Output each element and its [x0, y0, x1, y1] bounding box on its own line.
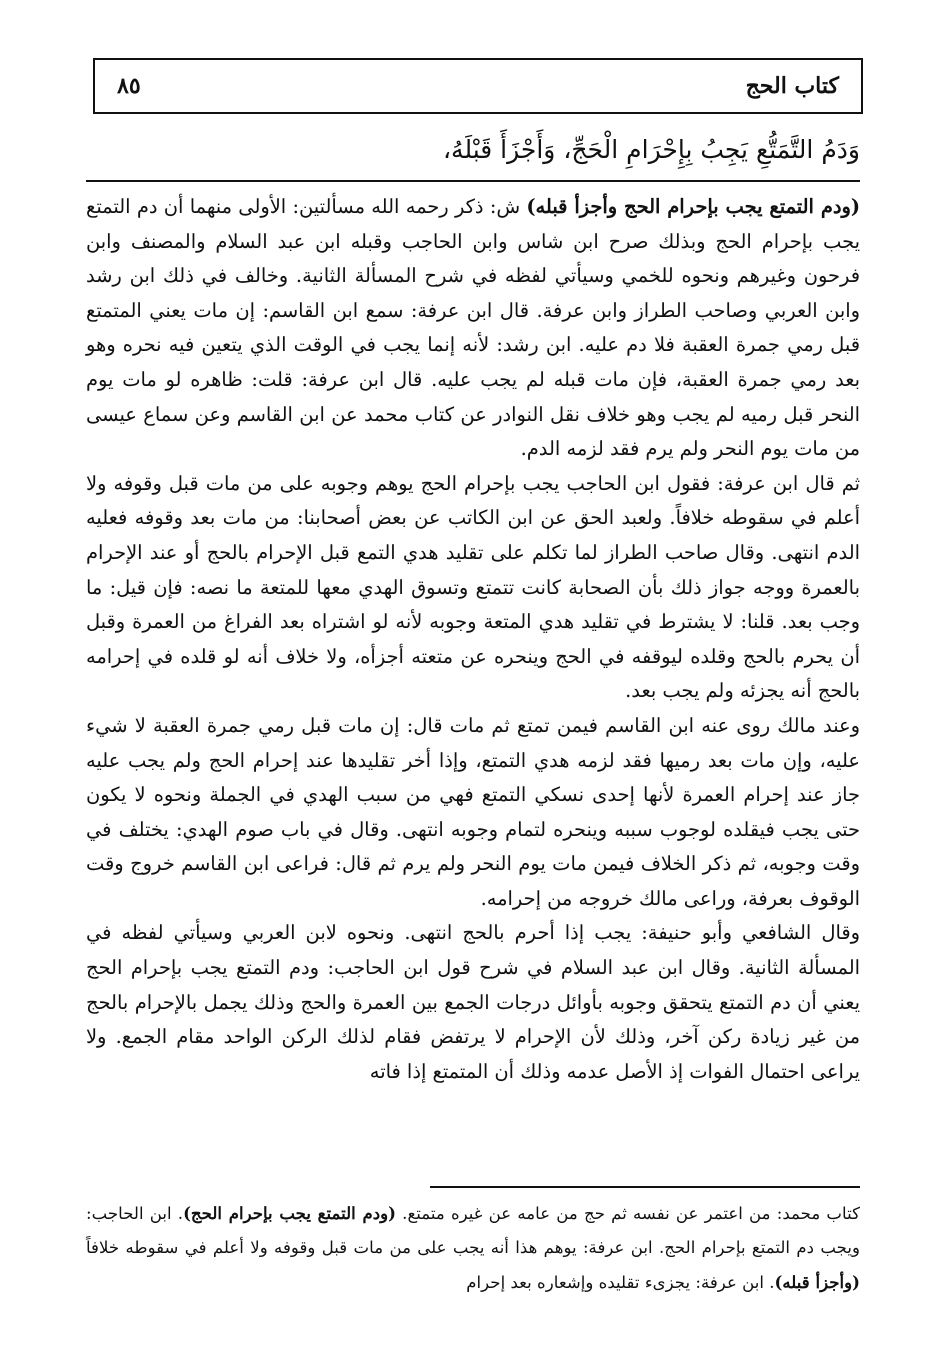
footnote-quote: (وأجزأ قبله) [774, 1272, 860, 1292]
page-number: ٨٥ [117, 73, 141, 99]
running-header [93, 58, 863, 114]
commentary-span: ش: ذكر رحمه الله مسألتين: الأولى منهما أن دم التمتع يجب بإحرام الحج وبذلك صرح ابن شاس وابن الحاجب وقبله ابن عبد السلام والمصنف وابن فرحون وغيرهم ونحوه للخمي وسيأتي لفظه في شرح المسألة الثانية. وخالف في ذلك ابن رشد وابن العربي وصاحب الطراز وابن عرفة. قال ابن عرفة: سمع ابن القاسم: إن مات يعني المتمتع قبل رمي جمرة العقبة فلا دم عليه. ابن رشد: لأنه إنما يجب في الوقت الذي يتعين فيه نحره وهو بعد رمي جمرة العقبة، فإن مات قبله لم يجب عليه. قال ابن عرفة: قلت: ظاهره لو مات يوم النحر قبل رميه لم يجب وهو خلاف نقل النوادر عن كتاب محمد عن ابن القاسم وعن سماع عيسى من مات يوم النحر ولم يرم فقد لزمه الدم. [86, 195, 860, 461]
footnote-separator [430, 1186, 860, 1188]
footnote-quote: (ودم التمتع يجب بإحرام الحج) [183, 1203, 396, 1223]
chapter-title: كتاب الحج [745, 73, 839, 99]
footnote-span: . ابن الحاجب: ويجب دم التمتع بإحرام الحج. ابن عرفة: يوهم هذا أنه يجب على من مات قبل وقوفه ولا أعلم في سقوطه خلافاً [86, 1204, 860, 1257]
commentary-text [86, 190, 860, 1089]
commentary-paragraph: وقال الشافعي وأبو حنيفة: يجب إذا أحرم بالحج انتهى. ونحوه لابن العربي وسيأتي لفظه في المسألة الثانية. وقال ابن عبد السلام في شرح قول ابن الحاجب: ودم التمتع يجب بإحرام الحج يعني أن دم التمتع يتحقق وجوبه بأوائل درجات الجمع بين العمرة والحج وذلك يجمل بالإحرام بالحج من غير زيادة ركن آخر، وذلك لأن الإحرام لا يرتفض فقام لذلك الركن الواحد مقام الجمع. ولا يراعى احتمال الفوات إذ الأصل عدمه وذلك أن المتمتع إذا فاته [86, 921, 860, 1083]
commentary-paragraph: ثم قال ابن عرفة: فقول ابن الحاجب يجب بإحرام الحج يوهم وجوبه على من مات قبل وقوفه ولا أعلم في سقوطه خلافاً. ولعبد الحق عن ابن الكاتب عن بعض أصحابنا: من مات بعد وقوفه فعليه الدم انتهى. وقال صاحب الطراز لما تكلم على تقليد هدي التمع قبل الإحرام بالحج أو عند الإحرام بالعمرة ووجه جواز ذلك بأن الصحابة كانت تتمتع وتسوق الهدي معها للمتعة ما نصه: فإن قيل: ما وجب بعد. قلنا: لا يشترط في تقليد هدي المتعة وجوبه لأنه لو اشتراه بعد الفراغ من العمرة وقبل أن يحرم بالحج وقلده ليوقفه في الحج وينحره عن متعته أجزأه، ولا خلاف أنه لو قلده في إحرامه بالحج أنه يجزئه ولم يجب بعد. [86, 471, 860, 703]
footnote-span: كتاب محمد: من اعتمر عن نفسه ثم حج من عامه عن غيره متمتع. [395, 1204, 860, 1223]
footnote-span: . ابن عرفة: يجزىء تقليده وإشعاره بعد إحرام [466, 1273, 775, 1292]
commentary-paragraph [86, 190, 860, 467]
commentary-paragraph: وعند مالك روى عنه ابن القاسم فيمن تمتع ثم مات قال: إن مات قبل رمي جمرة العقبة لا شيء عليه، وإن مات بعد رميها فقد لزمه هدي التمتع، وإذا أخر تقليدها عند إحرام الحج ولم يجب عليه جاز عند إحرام العمرة لأنها إحدى نسكي التمتع فهي من سبب الهدي في الجملة ونحوه لا يكون حتى يجب فيقلده لوجوب سببه وينحره لتمام وجوبه انتهى. وقال في باب صوم الهدي: يختلف في وقت وجوبه، ثم ذكر الخلاف فيمن مات يوم النحر ولم يرم ثم قال: فراعى ابن القاسم خروج وقت الوقوف بعرفة، وراعى مالك خروجه من إحرامه. [86, 713, 860, 910]
quoted-matn: (ودم التمتع يجب بإحرام الحج وأجزأ قبله) [526, 195, 860, 218]
footnote-text [86, 1196, 860, 1300]
matn-separator [86, 180, 860, 182]
matn-text: وَدَمُ التَّمَتُّعِ يَجِبُ بِإِحْرَامِ الْحَجِّ، وَأَجْزَأَ قَبْلَهُ، [442, 135, 860, 164]
